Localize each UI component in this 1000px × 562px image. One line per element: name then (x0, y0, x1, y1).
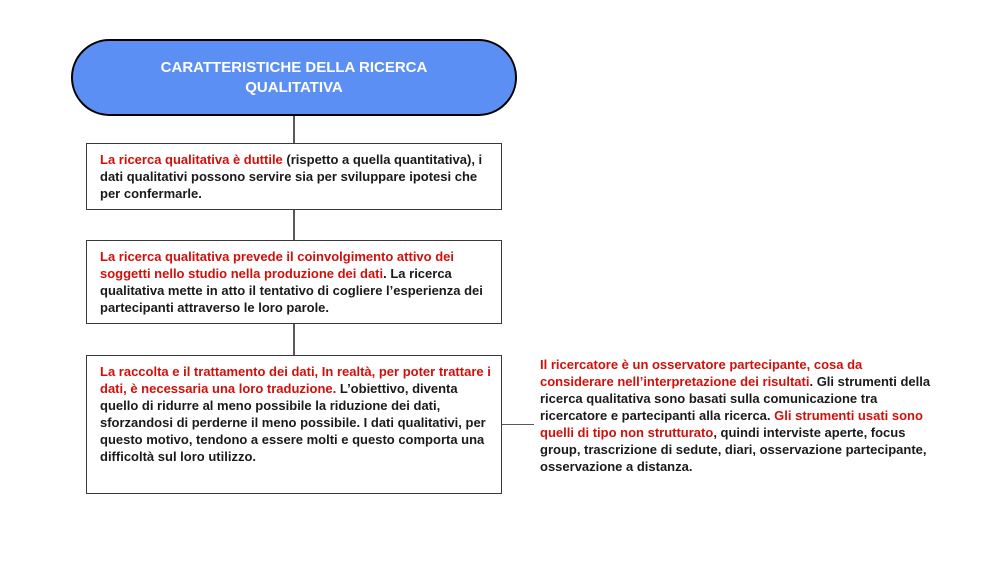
box-3-highlight: La raccolta e il trattamento dei dati, In realtà, per poter trattare i dati, è necessaria una loro traduzione. (100, 364, 491, 396)
connector-box-3-to-side-note (502, 424, 534, 425)
title-node (71, 39, 517, 116)
characteristic-box-3 (86, 355, 502, 494)
title-line-1: CARATTERISTICHE DELLA RICERCA (160, 58, 428, 76)
characteristic-box-1 (86, 143, 502, 210)
characteristic-box-2 (86, 240, 502, 324)
box-2-highlight: La ricerca qualitativa prevede il coinvolgimento attivo dei soggetti nello studio nella produzione dei dati (100, 249, 454, 281)
connector-box-1-to-box-2 (293, 210, 295, 240)
side-note-highlight-1: Il ricercatore è un osservatore partecipante, cosa da considerare nell’interpretazione dei risultati (540, 357, 863, 389)
box-2-text: . La ricerca qualitativa mette in atto il tentativo di cogliere l’esperienza dei partecipanti attraverso le loro parole. (100, 266, 483, 315)
box-3-text: L’obiettivo, diventa quello di ridurre al meno possibile la riduzione dei dati, sforzandosi di perderne il meno possibile. I dati qualitativi, per questo motivo, tendono a essere molti e questo comporta una difficoltà sul loro utilizzo. (100, 381, 486, 464)
connector-box-2-to-box-3 (293, 324, 295, 355)
title-line-2: QUALITATIVA (245, 78, 343, 96)
side-note-highlight-2: Gli strumenti usati sono quelli di tipo non strutturato (540, 408, 923, 440)
box-1-highlight: La ricerca qualitativa è duttile (100, 152, 283, 167)
connector-title-to-box-1 (293, 116, 295, 143)
box-1-text: (rispetto a quella quantitativa), i dati qualitativi possono servire sia per sviluppare ipotesi che per confermarle. (100, 152, 483, 201)
side-note-text-1: . Gli strumenti della ricerca qualitativa sono basati sulla comunicazione tra ricercatore e partecipanti alla ricerca. (540, 374, 931, 423)
side-note (540, 356, 935, 475)
side-note-text-2: , quindi interviste aperte, focus group, trascrizione di sedute, diari, osservazione partecipante, osservazione a distanza. (540, 425, 927, 474)
